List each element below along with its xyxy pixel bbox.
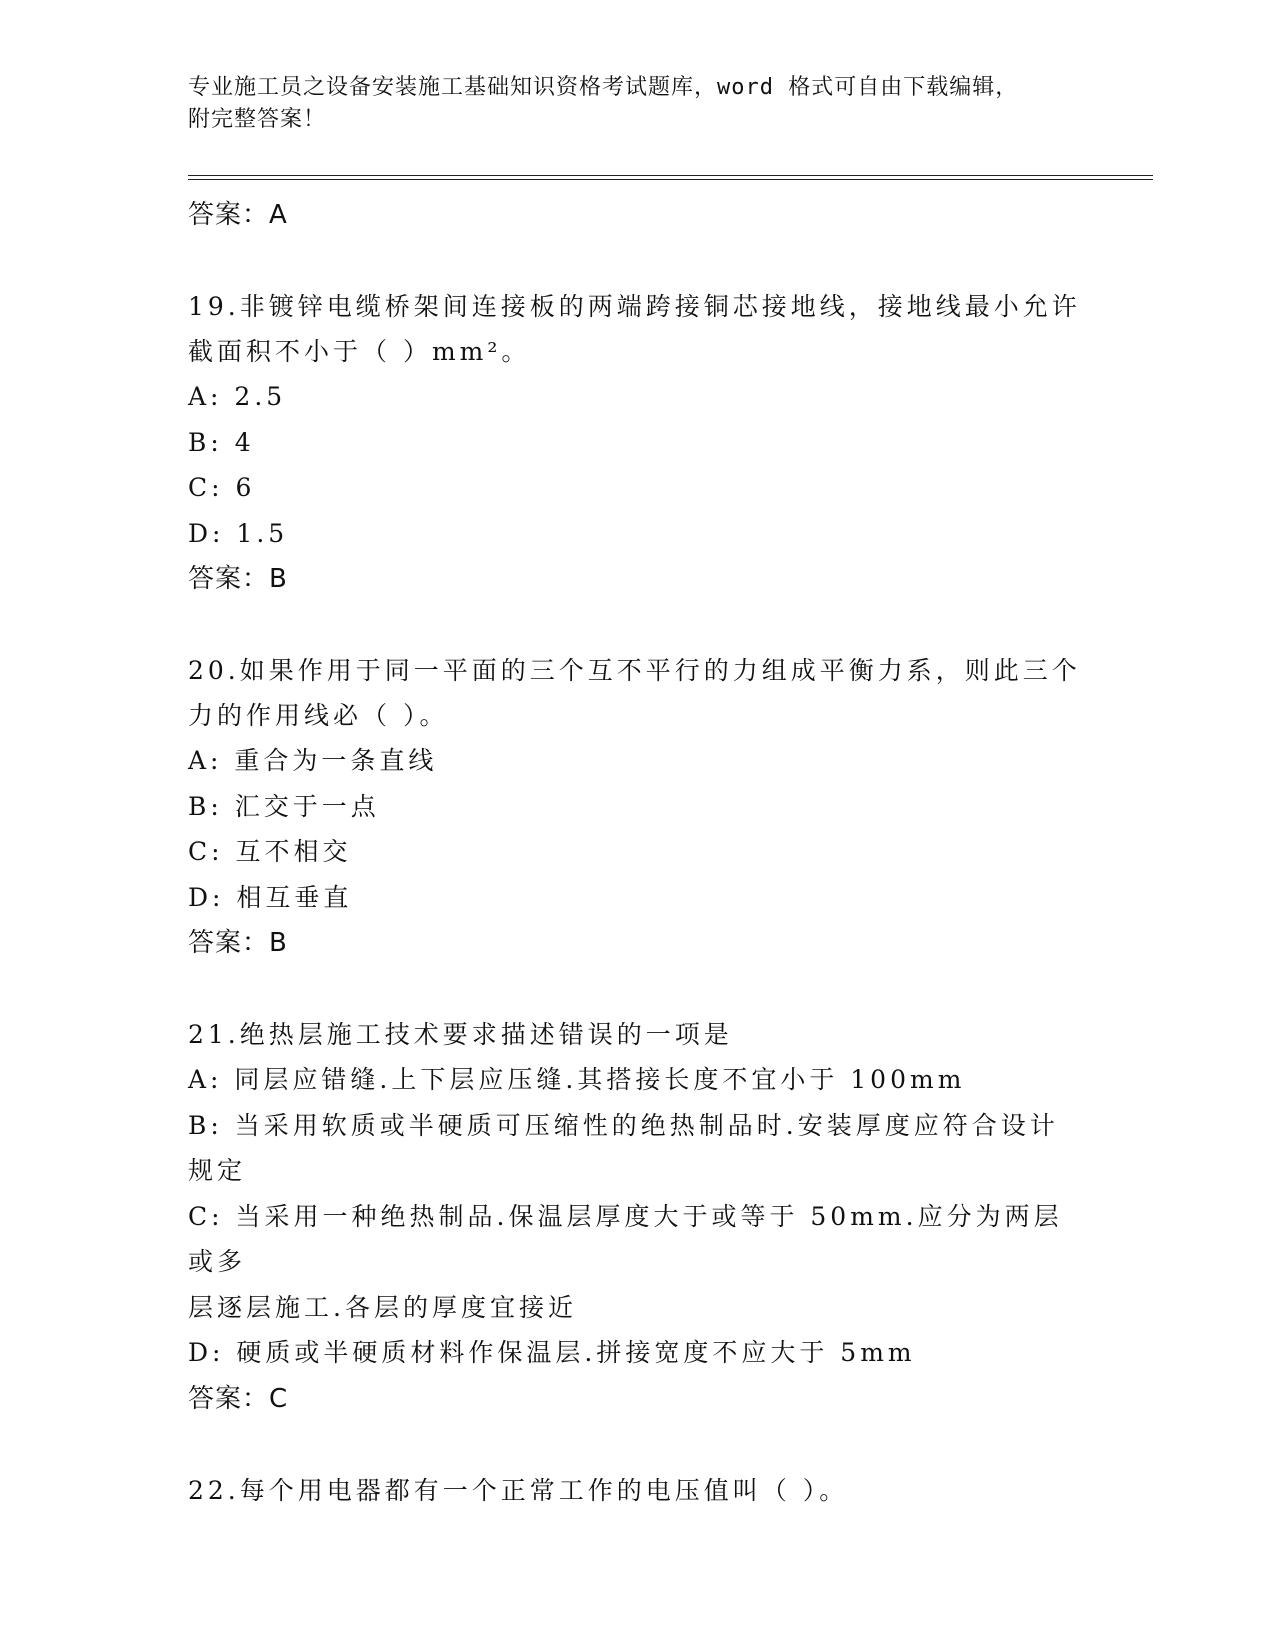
option-b: B: 汇交于一点 [188,791,380,821]
page-header [188,72,1088,136]
option-b: B: 当采用软质或半硬质可压缩性的绝热制品时.安装厚度应符合设计 [188,1110,1059,1140]
option-b-continued: 规定 [188,1156,247,1185]
question-22 [188,1468,1088,1513]
question-stem-line: 21.绝热层施工技术要求描述错误的一项是 [188,1020,733,1049]
question-stem-line: 22.每个用电器都有一个正常工作的电压值叫（ ）。 [188,1475,849,1505]
question-stem-line: 力的作用线必（ ）。 [188,701,449,730]
option-a: A: 重合为一条直线 [188,746,438,775]
question-21 [188,1012,1088,1422]
option-d: D: 硬质或半硬质材料作保温层.拼接宽度不应大于 5mm [188,1338,916,1367]
question-stem-line: 20.如果作用于同一平面的三个互不平行的力组成平衡力系，则此三个 [188,656,1081,685]
question-20 [188,648,1088,966]
document-body [188,192,1088,1513]
header-line-1: 专业施工员之设备安装施工基础知识资格考试题库，word 格式可自由下载编辑， [188,75,1019,100]
option-c: C: 当采用一种绝热制品.保温层厚度大于或等于 50mm.应分为两层或多 [188,1201,1063,1276]
option-c: C: 6 [188,473,256,502]
answer-20: 答案：B [188,928,288,958]
header-rule-bottom [188,179,1153,180]
header-line-2: 附完整答案！ [188,107,327,132]
option-b: B: 4 [188,427,255,457]
question-19 [188,284,1088,602]
option-d: D: 1.5 [188,518,289,548]
answer-19: 答案：B [188,564,288,594]
option-d: D: 相互垂直 [188,882,353,912]
answer-21: 答案：C [188,1383,289,1414]
option-c: C: 互不相交 [188,837,352,866]
option-c-continued: 层逐层施工.各层的厚度宜接近 [188,1292,577,1322]
question-stem-line: 截面积不小于（ ）mm²。 [188,337,531,366]
option-a: A: 同层应错缝.上下层应压缝.其搭接长度不宜小于 100mm [188,1065,966,1094]
answer-18: 答案：A [188,200,288,230]
option-a: A: 2.5 [188,382,287,411]
question-stem-line: 19.非镀锌电缆桥架间连接板的两端跨接铜芯接地线，接地线最小允许 [188,292,1081,321]
header-rule-top [188,175,1153,176]
